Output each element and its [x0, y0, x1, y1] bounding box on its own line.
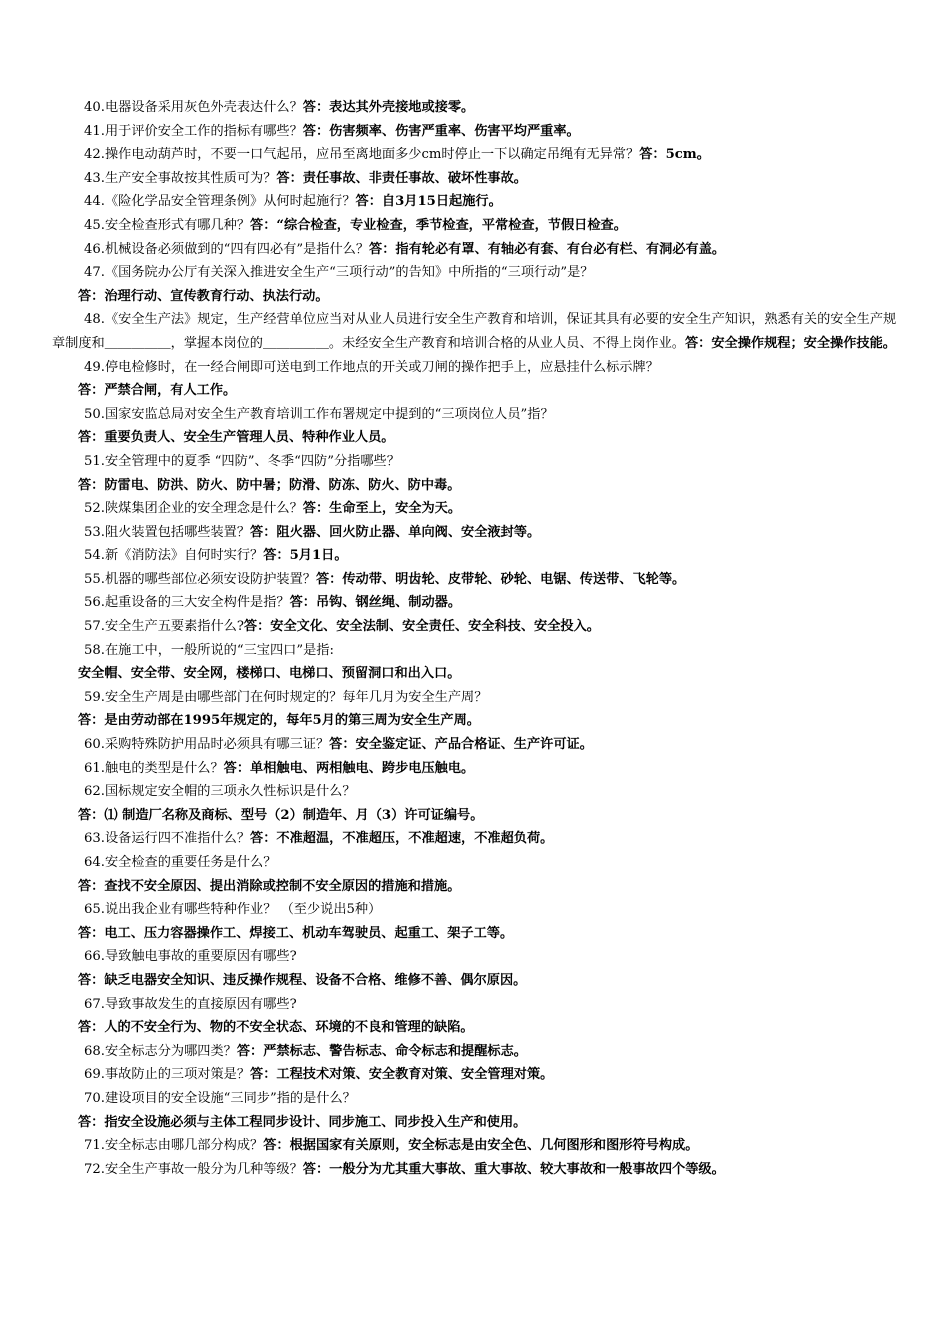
question [52, 261, 904, 285]
question-text: 68.安全标志分为哪四类？ [84, 1043, 237, 1059]
question [52, 615, 904, 639]
question-text: 59.安全生产周是由哪些部门在何时规定的？每年几月为安全生产周？ [84, 689, 488, 705]
question-text: 62.国标规定安全帽的三项永久性标识是什么？ [84, 784, 356, 800]
question [52, 686, 904, 710]
answer-text: 伤害频率、伤害严重率、伤害平均严重率。 [329, 123, 580, 139]
answer-line [52, 804, 904, 828]
answer-text: 生命至上，安全为天。 [329, 501, 462, 517]
question-text: 57.安全生产五要素指什么? [84, 619, 244, 635]
question-text: 70.建设项目的安全设施“三同步”指的是什么？ [84, 1090, 356, 1106]
answer-text: 查找不安全原因、提出消除或控制不安全原因的措施和措施。 [104, 878, 461, 894]
answer-text: 5cm。 [665, 147, 710, 163]
question [52, 308, 904, 355]
answer-label: 答： [302, 501, 330, 517]
question-text: 43.生产安全事故按其性质可为？ [84, 170, 277, 186]
question-text: 72.安全生产事故一般分为几种等级？ [84, 1161, 303, 1177]
answer-line [52, 969, 904, 993]
answer-label: 答： [250, 217, 277, 233]
question-text: 50.国家安监总局对安全生产教育培训工作布署规定中提到的“三项岗位人员”指？ [84, 406, 554, 422]
question [52, 450, 904, 474]
question-text: 56.起重设备的三大安全构件是指？ [84, 595, 290, 611]
question [52, 851, 904, 875]
answer-label: 答： [78, 878, 105, 894]
answer-text: 安全文化、安全法制、安全责任、安全科技、安全投入。 [270, 619, 600, 635]
question [52, 1087, 904, 1111]
answer-text: 单相触电、两相触电、跨步电压触电。 [250, 760, 475, 776]
question [52, 120, 904, 144]
answer-label: 答： [250, 831, 277, 847]
answer-label: 答： [329, 737, 356, 753]
answer-text: 5月1日。 [289, 548, 348, 564]
answer-text: 缺乏电器安全知识、违反操作规程、设备不合格、维修不善、偶尔原因。 [104, 972, 527, 988]
question-text: 66.导致触电事故的重要原因有哪些? [84, 949, 297, 965]
answer-line [52, 709, 904, 733]
question [52, 497, 904, 521]
answer-text: 治理行动、宣传教育行动、执法行动。 [104, 288, 329, 304]
answer-label: 答： [250, 1067, 277, 1083]
question-text: 52.陕煤集团企业的安全理念是什么？ [84, 501, 303, 517]
answer-label: 答： [243, 619, 271, 635]
answer-text: 重要负责人、安全生产管理人员、特种作业人员。 [104, 430, 395, 446]
question-text: 53.阻火装置包括哪些装置？ [84, 524, 251, 540]
question [52, 190, 904, 214]
answer-line [52, 285, 904, 309]
answer-label: 答： [263, 1138, 290, 1154]
answer-text: 吊钩、钢丝绳、制动器。 [315, 595, 462, 611]
question [52, 167, 904, 191]
answer-text: 阻火器、回火防止器、单向阀、安全液封等。 [276, 524, 541, 540]
question [52, 1158, 904, 1182]
question-text: 67.导致事故发生的直接原因有哪些? [84, 996, 297, 1012]
question [52, 780, 904, 804]
answer-text: 根据国家有关原则，安全标志是由安全色、几何图形和图形符号构成。 [289, 1138, 699, 1154]
answer-text: 电工、压力容器操作工、焊接工、机动车驾驶员、起重工、架子工等。 [104, 925, 514, 941]
answer-label: 答： [78, 713, 105, 729]
question-text: 55.机器的哪些部位必须安设防护装置？ [84, 571, 316, 587]
question-text: 63.设备运行四不准指什么？ [84, 831, 251, 847]
answer-text: “综合检查，专业检查，季节检查，平常检查，节假日检查。 [276, 217, 627, 233]
answer-label: 答： [289, 595, 316, 611]
question-text: 47.《国务院办公厅有关深入推进安全生产“三项行动”的告知》中所指的“三项行动”是？ [84, 265, 594, 281]
answer-text: 安全鉴定证、产品合格证、生产许可证。 [355, 737, 593, 753]
answer-text: 一般分为尤其重大事故、重大事故、较大事故和一般事故四个等级。 [329, 1161, 725, 1177]
question [52, 238, 904, 262]
question-text: 61.触电的类型是什么？ [84, 760, 224, 776]
answer-text: 指有轮必有罩、有轴必有套、有台必有栏、有洞必有盖。 [395, 241, 726, 257]
answer-text: 传动带、明齿轮、皮带轮、砂轮、电锯、传送带、飞轮等。 [342, 571, 686, 587]
answer-line [52, 662, 904, 686]
question-text: 71.安全标志由哪几部分构成？ [84, 1138, 264, 1154]
answer-text: 严禁合闸，有人工作。 [104, 383, 237, 399]
answer-label: 答： [276, 170, 303, 186]
answer-line [52, 922, 904, 946]
answer-label: 答： [78, 1114, 105, 1130]
answer-text: 自3月15日起施行。 [381, 194, 502, 210]
question [52, 827, 904, 851]
answer-line [52, 474, 904, 498]
question [52, 898, 904, 922]
question [52, 214, 904, 238]
question-text: 64.安全检查的重要任务是什么？ [84, 855, 277, 870]
answer-label: 答： [223, 760, 251, 776]
question [52, 757, 904, 781]
answer-label: 答： [639, 147, 666, 163]
answer-label: 答： [78, 383, 105, 399]
answer-label: 答： [685, 335, 712, 351]
question [52, 521, 904, 545]
answer-text: 不准超温，不准超压，不准超速，不准超负荷。 [276, 831, 554, 847]
question [52, 639, 904, 663]
question [52, 1063, 904, 1087]
question-text: 42.操作电动葫芦时，不要一口气起吊，应吊至离地面多少cm时停止一下以确定吊绳有无异常？ [84, 147, 640, 163]
question-text: 49.停电检修时，在一经合闸即可送电到工作地点的开关或刀闸的操作把手上，应悬挂什么标示牌？ [84, 359, 659, 375]
answer-text: 责任事故、非责任事故、破坏性事故。 [302, 170, 527, 186]
answer-label: 答： [315, 571, 343, 587]
question [52, 143, 904, 167]
question-text: 44.《险化学品安全管理条例》从何时起施行？ [84, 194, 356, 210]
answer-line [52, 426, 904, 450]
answer-label: 答： [78, 430, 105, 446]
answer-label: 答： [78, 477, 105, 493]
answer-line [52, 1111, 904, 1135]
answer-line [52, 875, 904, 899]
question-text: 60.采购特殊防护用品时必须具有哪三证？ [84, 737, 330, 753]
question [52, 356, 904, 380]
answer-label: 答： [302, 1161, 330, 1177]
answer-line [52, 1016, 904, 1040]
question [52, 96, 904, 120]
answer-text: 是由劳动部在1995年规定的，每年5月的第三周为安全生产周。 [104, 713, 480, 729]
question-text: 65.说出我企业有哪些特种作业？ （至少说出5种） [84, 902, 382, 918]
answer-label: 答： [369, 241, 396, 257]
question-text: 58.在施工中，一般所说的“三宝四口”是指: [84, 642, 334, 658]
answer-text: 人的不安全行为、物的不安全状态、环境的不良和管理的缺陷。 [104, 1020, 474, 1036]
answer-label: 答： [78, 807, 105, 823]
question-text: 46.机械设备必须做到的“四有四必有”是指什么？ [84, 241, 370, 257]
answer-text: 安全帽、安全带、安全网，楼梯口、电梯口、预留洞口和出入口。 [78, 666, 461, 682]
question-text: 41.用于评价安全工作的指标有哪些？ [84, 123, 303, 139]
answer-line [52, 379, 904, 403]
question [52, 993, 904, 1017]
question-text: 54.新《消防法》自何时实行？ [84, 548, 264, 564]
question-text: 48.《安全生产法》规定，生产经营单位应当对从业人员进行安全生产教育和培训，保证其具有必要的安全生产知识，熟悉有关的安全生产规章制度和＿＿＿＿＿，掌握本岗位的＿＿＿＿＿。未经安全生产教育和培训合格的从业人员、不得上岗作业。 [52, 312, 897, 351]
question [52, 1134, 904, 1158]
question-text: 69.事故防止的三项对策是？ [84, 1067, 251, 1083]
question-text: 51.安全管理中的夏季 “四防”、冬季“四防”分指哪些？ [84, 453, 400, 469]
answer-label: 答： [302, 123, 330, 139]
answer-text: ⑴ 制造厂名称及商标、型号（2）制造年、月（3）许可证编号。 [104, 807, 484, 823]
question-text: 45.安全检查形式有哪几种？ [84, 217, 251, 233]
answer-text: 严禁标志、警告标志、命令标志和提醒标志。 [263, 1043, 527, 1059]
answer-label: 答： [78, 288, 105, 304]
answer-label: 答： [78, 972, 105, 988]
answer-label: 答： [355, 194, 382, 210]
answer-text: 工程技术对策、安全教育对策、安全管理对策。 [276, 1067, 554, 1083]
question [52, 591, 904, 615]
question [52, 544, 904, 568]
answer-label: 答： [78, 1020, 105, 1036]
answer-text: 安全操作规程；安全操作技能。 [711, 335, 896, 351]
question [52, 733, 904, 757]
question-text: 40.电器设备采用灰色外壳表达什么？ [84, 100, 303, 115]
answer-text: 防雷电、防洪、防火、防中暑；防滑、防冻、防火、防中毒。 [104, 477, 461, 493]
answer-text: 表达其外壳接地或接零。 [329, 100, 475, 115]
question [52, 945, 904, 969]
answer-label: 答： [250, 524, 277, 540]
answer-label: 答： [302, 100, 330, 115]
answer-text: 指安全设施必须与主体工程同步设计、同步施工、同步投入生产和使用。 [104, 1114, 527, 1130]
answer-label: 答： [236, 1043, 264, 1059]
question [52, 568, 904, 592]
document-body [52, 96, 904, 1181]
answer-label: 答： [78, 925, 105, 941]
answer-label: 答： [263, 548, 290, 564]
question [52, 1040, 904, 1064]
question [52, 403, 904, 427]
